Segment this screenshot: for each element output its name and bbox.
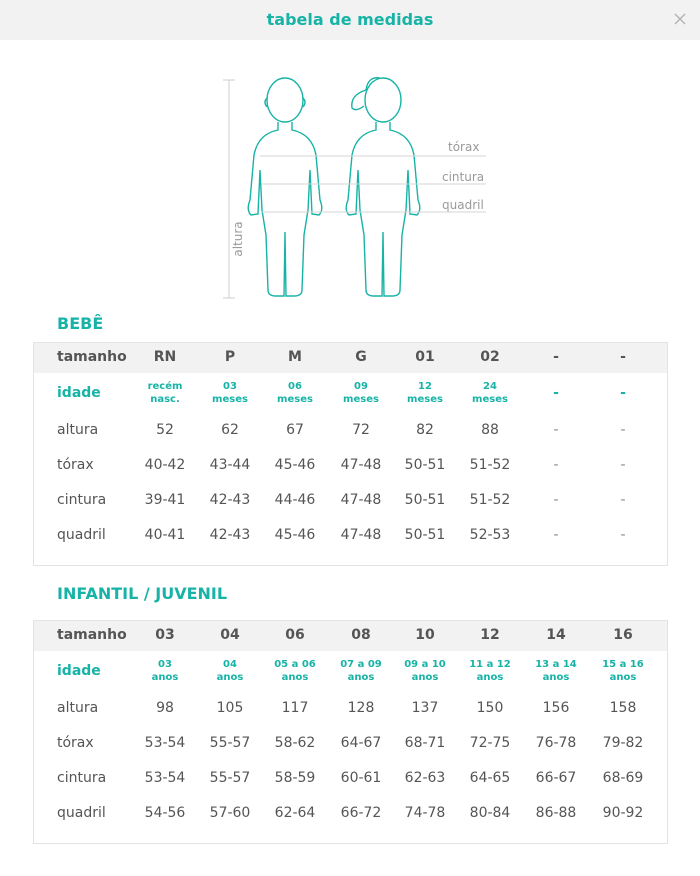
header-label: tamanho bbox=[57, 349, 127, 365]
measurement-cell: 44-46 bbox=[274, 492, 316, 508]
idade-line-2: anos bbox=[347, 672, 375, 683]
measurement-cell: 82 bbox=[416, 422, 434, 438]
modal-title: tabela de medidas bbox=[266, 10, 434, 29]
measurement-cell: - bbox=[553, 457, 559, 473]
size-header-cell: 12 bbox=[480, 627, 500, 643]
measurement-cell: - bbox=[553, 527, 559, 543]
size-header-cell: G bbox=[355, 349, 367, 365]
measurement-cell: 62-64 bbox=[274, 805, 316, 821]
idade-line-2: meses bbox=[343, 394, 379, 405]
size-header-cell: 08 bbox=[351, 627, 371, 643]
idade-line-1: 12 bbox=[418, 381, 432, 392]
measurement-cell: 60-61 bbox=[340, 770, 382, 786]
idade-line-1: 05 a 06 bbox=[274, 659, 316, 670]
measurement-cell: 40-41 bbox=[144, 527, 186, 543]
measurement-cell: 86-88 bbox=[535, 805, 577, 821]
table-row-idade bbox=[34, 373, 667, 413]
table-header-row bbox=[34, 621, 667, 651]
measurement-cell: 50-51 bbox=[404, 457, 446, 473]
measurement-cell: 52-53 bbox=[469, 527, 511, 543]
torax-label: tórax bbox=[448, 140, 480, 154]
measurement-cell: 52 bbox=[156, 422, 174, 438]
size-header-cell: 03 bbox=[155, 627, 175, 643]
measurement-cell: 58-62 bbox=[274, 735, 316, 751]
measurement-cell: 128 bbox=[347, 700, 375, 716]
measurement-cell: 150 bbox=[476, 700, 504, 716]
idade-cell: - bbox=[620, 385, 626, 401]
modal-header bbox=[0, 0, 700, 40]
size-table-infantil bbox=[33, 620, 668, 844]
altura-label: altura bbox=[231, 221, 245, 257]
header-label: tamanho bbox=[57, 627, 127, 643]
measurement-cell: 45-46 bbox=[274, 457, 316, 473]
idade-line-2: anos bbox=[216, 672, 244, 683]
measurement-cell: 42-43 bbox=[209, 492, 251, 508]
measurement-cell: 53-54 bbox=[144, 770, 186, 786]
measurement-cell: 51-52 bbox=[469, 457, 511, 473]
kids-outline-illustration bbox=[0, 60, 700, 310]
row-label: cintura bbox=[57, 770, 107, 786]
size-table-bebe bbox=[33, 342, 668, 566]
measurement-cell: - bbox=[553, 492, 559, 508]
idade-line-1: 13 a 14 bbox=[535, 659, 577, 670]
measurement-cell: 98 bbox=[156, 700, 174, 716]
cintura-label: cintura bbox=[442, 170, 485, 184]
size-header-cell: P bbox=[224, 349, 236, 365]
table-header-row bbox=[34, 343, 667, 373]
row-label: altura bbox=[57, 700, 99, 716]
idade-label: idade bbox=[57, 663, 101, 679]
size-header-cell: 10 bbox=[415, 627, 435, 643]
measurement-cell: - bbox=[620, 492, 626, 508]
idade-line-1: 09 a 10 bbox=[404, 659, 446, 670]
measurement-cell: 158 bbox=[609, 700, 637, 716]
idade-line-2: anos bbox=[151, 672, 179, 683]
measurement-cell: 42-43 bbox=[209, 527, 251, 543]
size-header-cell: 06 bbox=[285, 627, 305, 643]
table-row bbox=[34, 483, 667, 518]
idade-line-1: 03 bbox=[223, 381, 237, 392]
idade-line-2: nasc. bbox=[150, 394, 180, 405]
section-title-bebe: BEBÊ bbox=[57, 314, 104, 333]
measurement-cell: 54-56 bbox=[144, 805, 186, 821]
measurement-cell: 47-48 bbox=[340, 492, 382, 508]
table-row bbox=[34, 413, 667, 448]
idade-label: idade bbox=[57, 385, 101, 401]
measurement-cell: 156 bbox=[542, 700, 570, 716]
table-row-idade bbox=[34, 651, 667, 691]
measurement-cell: - bbox=[620, 527, 626, 543]
row-label: tórax bbox=[57, 735, 94, 751]
measurement-cell: 47-48 bbox=[340, 527, 382, 543]
measurement-cell: 64-67 bbox=[340, 735, 382, 751]
measurement-cell: 90-92 bbox=[602, 805, 644, 821]
measurement-cell: - bbox=[553, 422, 559, 438]
row-label: quadril bbox=[57, 527, 106, 543]
idade-line-2: anos bbox=[609, 672, 637, 683]
measurement-cell: 43-44 bbox=[209, 457, 251, 473]
idade-line-1: 09 bbox=[354, 381, 368, 392]
measurement-cell: 64-65 bbox=[469, 770, 511, 786]
idade-line-1: 06 bbox=[288, 381, 302, 392]
measurement-cell: 58-59 bbox=[274, 770, 316, 786]
idade-cell bbox=[583, 658, 663, 684]
idade-cell: - bbox=[553, 385, 559, 401]
close-icon[interactable] bbox=[672, 11, 688, 27]
table-row bbox=[34, 448, 667, 483]
idade-line-2: meses bbox=[472, 394, 508, 405]
idade-line-2: meses bbox=[212, 394, 248, 405]
girl-figure bbox=[346, 78, 420, 296]
measurement-cell: 79-82 bbox=[602, 735, 644, 751]
idade-line-1: recém bbox=[147, 381, 183, 392]
size-header-cell: - bbox=[620, 349, 626, 365]
measurement-cell: 39-41 bbox=[144, 492, 186, 508]
measurement-cell: 88 bbox=[481, 422, 499, 438]
measurement-cell: 76-78 bbox=[535, 735, 577, 751]
measurement-cell: 80-84 bbox=[469, 805, 511, 821]
idade-line-2: anos bbox=[476, 672, 504, 683]
table-row bbox=[34, 726, 667, 761]
idade-line-1: 04 bbox=[223, 659, 237, 670]
measurement-cell: 72 bbox=[352, 422, 370, 438]
idade-line-1: 15 a 16 bbox=[602, 659, 644, 670]
idade-line-1: 11 a 12 bbox=[469, 659, 511, 670]
size-header-cell: - bbox=[553, 349, 559, 365]
measurement-cell: - bbox=[620, 457, 626, 473]
measurement-cell: 53-54 bbox=[144, 735, 186, 751]
measurement-cell: 117 bbox=[281, 700, 309, 716]
measurement-cell: 66-72 bbox=[340, 805, 382, 821]
section-title-infantil: INFANTIL / JUVENIL bbox=[57, 584, 228, 603]
measurement-cell: 66-67 bbox=[535, 770, 577, 786]
size-header-cell: M bbox=[288, 349, 302, 365]
idade-line-1: 03 bbox=[158, 659, 172, 670]
measurement-cell: 72-75 bbox=[469, 735, 511, 751]
table-row bbox=[34, 796, 667, 831]
measurement-cell: 57-60 bbox=[209, 805, 251, 821]
idade-line-2: anos bbox=[281, 672, 309, 683]
idade-line-2: meses bbox=[277, 394, 313, 405]
measurement-cell: 67 bbox=[286, 422, 304, 438]
measurement-cell: 51-52 bbox=[469, 492, 511, 508]
size-header-cell: 01 bbox=[415, 349, 435, 365]
quadril-label: quadril bbox=[442, 198, 484, 212]
size-header-cell: 16 bbox=[613, 627, 633, 643]
size-header-cell: 04 bbox=[220, 627, 240, 643]
body-measurement-figure bbox=[0, 60, 700, 310]
size-header-cell: 14 bbox=[546, 627, 566, 643]
measurement-cell: 68-69 bbox=[602, 770, 644, 786]
measurement-cell: 62 bbox=[221, 422, 239, 438]
idade-line-1: 24 bbox=[483, 381, 497, 392]
measurement-cell: 45-46 bbox=[274, 527, 316, 543]
measurement-cell: 62-63 bbox=[404, 770, 446, 786]
measurement-cell: 68-71 bbox=[404, 735, 446, 751]
row-label: quadril bbox=[57, 805, 106, 821]
measurement-cell: 50-51 bbox=[404, 492, 446, 508]
row-label: cintura bbox=[57, 492, 107, 508]
measurement-cell: - bbox=[620, 422, 626, 438]
size-header-cell: 02 bbox=[480, 349, 500, 365]
measurement-cell: 55-57 bbox=[209, 770, 251, 786]
measurement-cell: 40-42 bbox=[144, 457, 186, 473]
idade-line-2: meses bbox=[407, 394, 443, 405]
measurement-cell: 50-51 bbox=[404, 527, 446, 543]
measurement-cell: 105 bbox=[216, 700, 244, 716]
row-label: tórax bbox=[57, 457, 94, 473]
table-row bbox=[34, 761, 667, 796]
idade-line-2: anos bbox=[542, 672, 570, 683]
measurement-cell: 137 bbox=[411, 700, 439, 716]
idade-line-2: anos bbox=[411, 672, 439, 683]
idade-line-1: 07 a 09 bbox=[340, 659, 382, 670]
measurement-cell: 74-78 bbox=[404, 805, 446, 821]
table-row bbox=[34, 691, 667, 726]
size-header-cell: RN bbox=[153, 349, 177, 365]
boy-figure bbox=[248, 78, 322, 296]
table-row bbox=[34, 518, 667, 553]
measurement-cell: 47-48 bbox=[340, 457, 382, 473]
measurement-cell: 55-57 bbox=[209, 735, 251, 751]
row-label: altura bbox=[57, 422, 99, 438]
